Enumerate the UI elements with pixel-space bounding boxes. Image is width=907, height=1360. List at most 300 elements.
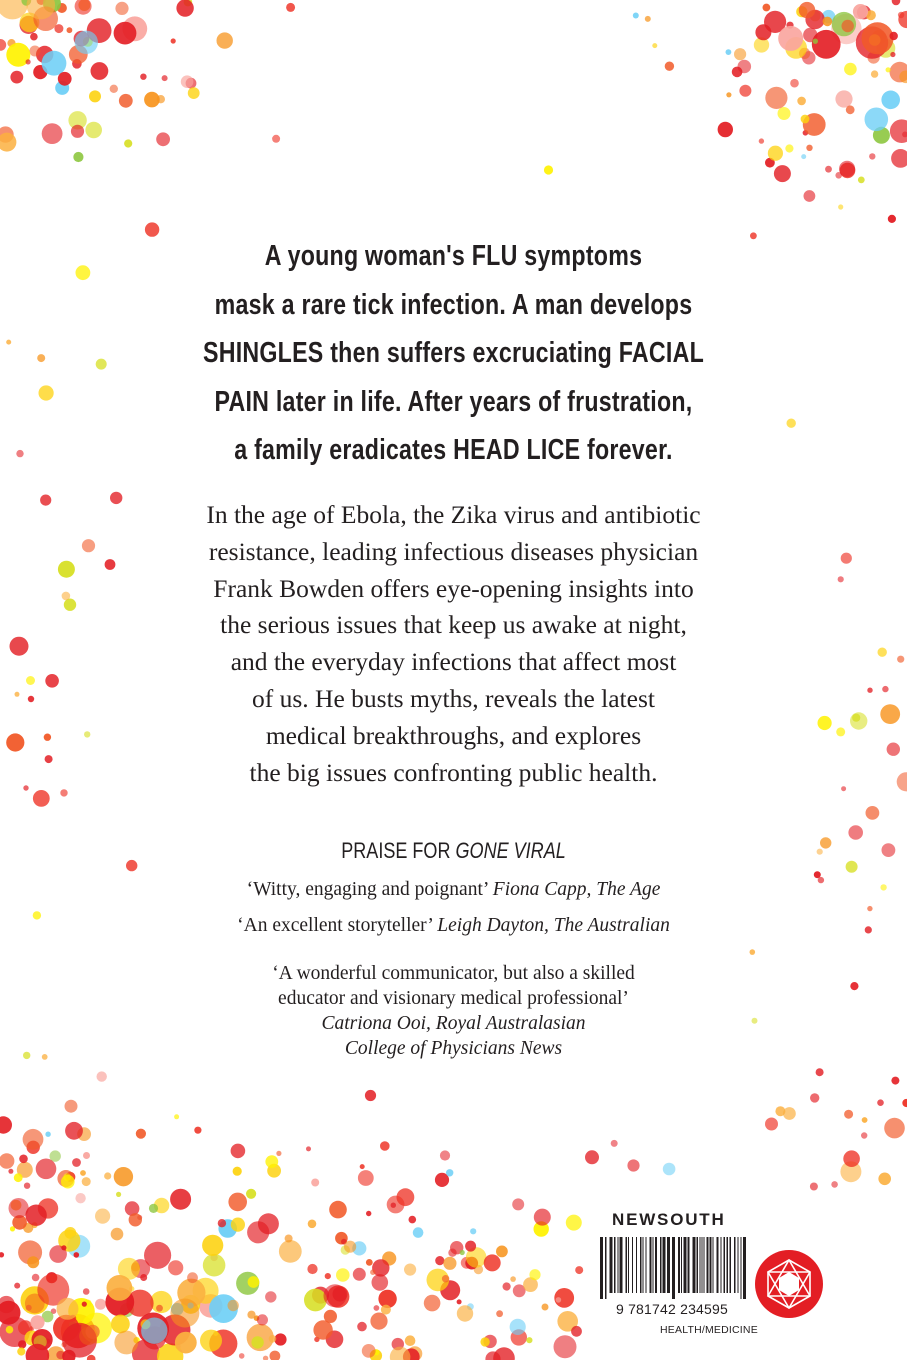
barcode-bar	[655, 1237, 657, 1293]
confetti-dot	[465, 1241, 476, 1252]
confetti-dot	[817, 849, 823, 855]
confetti-dot	[831, 1181, 838, 1188]
confetti-dot	[126, 860, 137, 871]
confetti-dot	[313, 1320, 332, 1339]
praise-heading-prefix: PRAISE FOR	[341, 838, 456, 863]
confetti-dot	[774, 165, 791, 182]
barcode-bar	[646, 1237, 647, 1293]
confetti-dot	[542, 1304, 549, 1311]
confetti-dot	[336, 1268, 350, 1282]
confetti-dot	[27, 1256, 39, 1268]
confetti-dot	[726, 92, 731, 97]
confetti-dot	[841, 786, 846, 791]
confetti-dot	[95, 1209, 110, 1224]
confetti-dot	[75, 0, 92, 15]
confetti-dot	[251, 1336, 263, 1348]
hook-line: SHINGLES then suffers excruciating FACIAL	[202, 337, 704, 369]
confetti-dot	[627, 1159, 639, 1171]
confetti-dot	[880, 704, 900, 724]
confetti-dot	[806, 145, 812, 151]
confetti-dot	[188, 87, 200, 99]
confetti-dot	[145, 222, 159, 236]
confetti-dot	[14, 1173, 23, 1182]
confetti-dot	[23, 1129, 44, 1150]
confetti-dot	[91, 62, 109, 80]
confetti-dot	[15, 692, 20, 697]
confetti-dot	[575, 1266, 583, 1274]
confetti-dot	[156, 132, 170, 146]
confetti-dot	[73, 152, 83, 162]
confetti-dot	[366, 1259, 373, 1266]
confetti-dot	[846, 861, 858, 873]
barcode-bar	[684, 1237, 687, 1293]
confetti-dot	[30, 33, 38, 41]
confetti-dot	[457, 1299, 462, 1304]
barcode-bar	[643, 1237, 644, 1293]
confetti-dot	[759, 138, 764, 143]
confetti-dot	[270, 1351, 281, 1360]
confetti-dot	[115, 2, 128, 15]
confetti-dot	[84, 731, 90, 737]
confetti-dot	[448, 1249, 456, 1257]
barcode-bar	[626, 1237, 628, 1293]
publisher-logo-icon	[754, 1249, 824, 1319]
barcode-bar	[636, 1237, 637, 1293]
confetti-dot	[881, 91, 900, 110]
confetti-dot	[404, 1264, 416, 1276]
confetti-dot	[797, 97, 806, 106]
confetti-dot	[156, 1305, 163, 1312]
confetti-dot	[510, 1319, 526, 1335]
confetti-dot	[571, 1326, 582, 1337]
barcode-bar	[713, 1237, 714, 1293]
confetti-dot	[231, 1144, 246, 1159]
confetti-dot	[304, 1289, 327, 1312]
confetti-dot	[86, 1325, 100, 1339]
confetti-dot	[36, 1159, 57, 1180]
confetti-dot	[176, 0, 193, 17]
confetti-dot	[110, 85, 118, 93]
confetti-dot	[258, 1213, 279, 1234]
confetti-dot	[263, 1356, 268, 1360]
confetti-dot	[750, 232, 757, 239]
confetti-dot	[366, 1211, 371, 1216]
confetti-dot	[846, 105, 855, 114]
confetti-dot	[790, 79, 799, 88]
confetti-dot	[8, 1169, 13, 1174]
publisher-name: NEWSOUTH	[612, 1210, 726, 1229]
barcode-bar	[741, 1237, 742, 1299]
confetti-dot	[869, 153, 875, 159]
confetti-dot	[365, 1090, 376, 1101]
confetti-dot	[231, 1218, 245, 1232]
praise-quote	[100, 913, 807, 938]
confetti-dot	[82, 539, 95, 552]
barcode-bar	[727, 1237, 729, 1293]
confetti-dot	[381, 1305, 391, 1315]
confetti-dot	[42, 123, 63, 144]
blurb-line: of us. He busts myths, reveals the latest	[252, 683, 655, 713]
praise-quote	[100, 961, 807, 1061]
confetti-dot	[324, 1284, 347, 1307]
confetti-dot	[460, 1250, 465, 1255]
confetti-dot	[218, 1219, 226, 1227]
confetti-dot	[24, 1183, 30, 1189]
confetti-dot	[37, 354, 45, 362]
quote-text: educator and visionary medical professional’	[278, 988, 629, 1009]
barcode-bar	[640, 1237, 642, 1293]
confetti-dot	[358, 1170, 374, 1186]
blurb-line: Frank Bowden offers eye-opening insights into	[213, 573, 694, 603]
confetti-dot	[611, 1140, 618, 1147]
confetti-dot	[585, 1150, 599, 1164]
confetti-dot	[60, 789, 67, 796]
barcode-bar	[628, 1237, 629, 1293]
confetti-dot	[11, 1200, 22, 1211]
confetti-dot	[114, 1167, 133, 1186]
confetti-dot	[29, 46, 40, 57]
confetti-dot	[372, 1274, 389, 1291]
barcode-bar	[614, 1237, 616, 1293]
confetti-dot	[0, 1153, 14, 1168]
blurb-line: and the everyday infections that affect most	[230, 647, 677, 677]
confetti-dot	[45, 674, 59, 688]
confetti-dot	[6, 340, 11, 345]
barcode-bar	[702, 1237, 703, 1293]
barcode-bar	[700, 1237, 701, 1293]
confetti-dot	[755, 24, 771, 40]
confetti-dot	[72, 1158, 81, 1167]
confetti-dot	[45, 755, 53, 763]
confetti-dot	[111, 1228, 124, 1241]
confetti-dot	[71, 125, 84, 138]
confetti-dot	[357, 1322, 367, 1332]
confetti-dot	[871, 70, 878, 77]
confetti-dot	[200, 1330, 222, 1352]
confetti-dot	[171, 38, 176, 43]
quote-source: Catriona Ooi, Royal Australasian	[321, 1013, 586, 1034]
confetti-dot	[886, 67, 891, 72]
confetti-dot	[844, 1110, 853, 1119]
confetti-dot	[814, 871, 821, 878]
confetti-dot	[409, 1216, 417, 1224]
barcode-bar	[704, 1237, 705, 1293]
barcode-bar	[710, 1237, 712, 1293]
praise-heading	[246, 838, 662, 864]
barcode-bar	[734, 1237, 736, 1293]
confetti-dot	[170, 1189, 191, 1210]
confetti-dot	[750, 949, 756, 955]
confetti-dot	[129, 1213, 142, 1226]
confetti-dot	[405, 1335, 416, 1346]
confetti-dot	[480, 1337, 489, 1346]
confetti-dot	[778, 26, 803, 51]
confetti-dot	[440, 1150, 450, 1160]
confetti-dot	[867, 906, 872, 911]
confetti-dot	[202, 1235, 223, 1256]
confetti-dot	[32, 1274, 40, 1282]
confetti-dot	[810, 1183, 818, 1191]
quote-text: ‘A wonderful communicator, but also a skilled	[272, 963, 635, 984]
barcode-bar	[620, 1237, 623, 1293]
confetti-dot	[116, 1192, 121, 1197]
confetti-dot	[799, 2, 815, 18]
confetti-dot	[17, 1347, 25, 1355]
confetti-dot	[26, 59, 31, 64]
barcode-bar	[672, 1237, 675, 1299]
confetti-dot	[484, 1254, 501, 1271]
quote-text: ‘An excellent storyteller’	[237, 915, 438, 936]
confetti-dot	[228, 1300, 239, 1311]
confetti-dot	[734, 48, 746, 60]
confetti-dot	[42, 51, 67, 76]
confetti-dot	[887, 743, 900, 756]
confetti-dot	[311, 1179, 319, 1187]
confetti-dot	[33, 911, 41, 919]
quote-text: ‘Witty, engaging and poignant’	[246, 879, 493, 900]
barcode-bar	[688, 1237, 690, 1293]
confetti-dot	[442, 1275, 449, 1282]
confetti-dot	[308, 1220, 317, 1229]
confetti-dot	[810, 1093, 819, 1102]
confetti-dot	[496, 1310, 503, 1317]
blurb-line: In the age of Ebola, the Zika virus and antibiotic	[206, 500, 701, 529]
barcode-bar	[605, 1237, 607, 1299]
confetti-dot	[512, 1198, 524, 1210]
blurb-line: the serious issues that keep us awake at night,	[220, 610, 687, 640]
confetti-dot	[370, 1269, 376, 1275]
confetti-dot	[765, 87, 787, 109]
confetti-dot	[663, 1163, 676, 1176]
confetti-dot	[804, 190, 816, 202]
blurb-line: resistance, leading infectious diseases physician	[208, 536, 699, 566]
confetti-dot	[62, 592, 71, 601]
confetti-dot	[443, 1257, 456, 1270]
confetti-dot	[865, 926, 872, 933]
confetti-dot	[645, 16, 651, 22]
confetti-dot	[865, 108, 889, 132]
confetti-dot	[10, 71, 23, 84]
confetti-dot	[0, 133, 16, 152]
confetti-dot	[510, 1276, 516, 1282]
confetti-dot	[19, 1155, 28, 1164]
confetti-dot	[897, 772, 907, 791]
confetti-dot	[140, 74, 146, 80]
praise-heading-book-title: GONE VIRAL	[455, 838, 566, 863]
hook-line: mask a rare tick infection. A man develops	[214, 288, 693, 321]
confetti-dot	[344, 1241, 356, 1253]
barcode-bar	[707, 1237, 709, 1293]
confetti-dot	[56, 1351, 64, 1359]
barcode-bar	[660, 1237, 662, 1293]
confetti-dot	[76, 265, 91, 280]
blurb-line: medical breakthroughs, and explores	[265, 720, 642, 750]
confetti-dot	[45, 1132, 50, 1137]
barcode-bar	[663, 1237, 666, 1293]
confetti-dot	[272, 135, 280, 143]
confetti-dot	[265, 1291, 276, 1302]
confetti-dot	[841, 553, 852, 564]
barcode-bar	[681, 1237, 682, 1293]
confetti-dot	[380, 1141, 390, 1151]
confetti-dot	[718, 122, 733, 137]
barcode-bar	[600, 1237, 603, 1299]
barcode-bar	[724, 1237, 726, 1293]
confetti-dot	[435, 1256, 444, 1265]
hook-line: PAIN later in life. After years of frustration,	[214, 385, 693, 418]
confetti-dot	[104, 1172, 111, 1179]
confetti-dot	[862, 22, 894, 54]
confetti-dot	[181, 75, 194, 88]
confetti-dot	[174, 1114, 179, 1119]
confetti-dot	[97, 1071, 107, 1081]
praise-quote	[100, 877, 807, 902]
confetti-dot	[83, 1152, 90, 1159]
confetti-dot	[114, 1331, 138, 1355]
confetti-dot	[739, 85, 751, 97]
confetti-dot	[136, 1129, 146, 1139]
barcode-bar	[738, 1237, 739, 1293]
confetti-dot	[42, 1054, 48, 1060]
confetti-dot	[813, 39, 818, 44]
hook-line: A young woman's FLU symptoms	[264, 240, 643, 272]
confetti-dot	[360, 1164, 365, 1169]
confetti-dot	[194, 1127, 201, 1134]
barcode-bar	[693, 1237, 696, 1293]
confetti-dot	[838, 576, 844, 582]
confetti-dot	[89, 90, 101, 102]
confetti-dot	[503, 1282, 511, 1290]
category-label: HEALTH/MEDICINE	[660, 1324, 758, 1336]
confetti-dot	[228, 1193, 247, 1212]
quote-source: Fiona Capp, The Age	[492, 879, 661, 900]
confetti-dot	[58, 561, 75, 578]
confetti-dot	[884, 1118, 905, 1139]
confetti-dot	[247, 1311, 255, 1319]
confetti-dot	[823, 17, 833, 27]
confetti-dot	[820, 837, 831, 848]
barcode-bar	[730, 1237, 732, 1293]
confetti-dot	[114, 22, 137, 45]
confetti-dot	[391, 1203, 396, 1208]
confetti-dot	[111, 1315, 130, 1334]
confetti-dot	[867, 688, 872, 693]
confetti-dot	[890, 119, 907, 143]
confetti-dot	[306, 1146, 311, 1151]
confetti-dot	[816, 1068, 824, 1076]
confetti-dot	[374, 1305, 380, 1311]
confetti-dot	[170, 1299, 199, 1328]
confetti-dot	[149, 1204, 158, 1213]
confetti-dot	[897, 656, 904, 663]
confetti-dot	[25, 1205, 46, 1226]
confetti-dot	[390, 1347, 411, 1360]
blurb-text	[100, 497, 807, 791]
confetti-dot	[269, 1335, 277, 1343]
confetti-dot	[783, 1107, 796, 1120]
confetti-dot	[74, 1252, 80, 1258]
barcode-bar	[667, 1237, 670, 1293]
confetti-dot	[493, 1347, 515, 1360]
confetti-dot	[26, 676, 35, 685]
confetti-dot	[888, 215, 896, 223]
confetti-dot	[285, 1235, 293, 1243]
confetti-dot	[30, 1315, 44, 1329]
confetti-dot	[279, 1240, 302, 1263]
confetti-dot	[325, 1273, 331, 1279]
confetti-dot	[862, 1117, 868, 1123]
confetti-dot	[175, 1332, 197, 1354]
barcode-bar	[697, 1237, 699, 1293]
confetti-dot	[265, 1155, 278, 1168]
blurb-line: the big issues confronting public health.	[249, 757, 658, 787]
confetti-dot	[0, 1116, 12, 1133]
confetti-dot	[556, 1297, 562, 1303]
confetti-dot	[880, 884, 886, 890]
confetti-dot	[554, 1335, 577, 1358]
confetti-dot	[882, 686, 888, 692]
confetti-dot	[329, 1201, 347, 1219]
confetti-dot	[878, 648, 887, 657]
confetti-dot	[446, 1169, 453, 1176]
confetti-dot	[848, 825, 863, 840]
confetti-dot	[276, 1151, 281, 1156]
confetti-dot	[307, 1264, 317, 1274]
isbn-number: 9 781742 234595	[616, 1301, 728, 1317]
confetti-dot	[124, 139, 132, 147]
confetti-dot	[370, 1313, 387, 1330]
confetti-dot	[738, 60, 752, 74]
confetti-dot	[787, 419, 796, 428]
confetti-dot	[397, 1188, 415, 1206]
confetti-dot	[566, 1215, 582, 1231]
quote-source: Leigh Dayton, The Australian	[437, 915, 670, 936]
confetti-dot	[778, 107, 791, 120]
confetti-dot	[33, 790, 50, 807]
confetti-dot	[544, 165, 553, 174]
confetti-dot	[882, 843, 896, 857]
confetti-dot	[23, 1052, 30, 1059]
confetti-dot	[838, 204, 843, 209]
confetti-dot	[95, 1299, 106, 1310]
confetti-dot	[141, 1318, 167, 1344]
confetti-dot	[246, 1189, 256, 1199]
confetti-dot	[82, 1177, 91, 1186]
confetti-dot	[835, 90, 852, 107]
confetti-dot	[239, 1353, 245, 1359]
confetti-dot	[83, 1288, 90, 1295]
confetti-dot	[877, 1099, 884, 1106]
confetti-dot	[96, 359, 107, 370]
confetti-dot	[44, 734, 51, 741]
confetti-dot	[0, 1252, 4, 1257]
confetti-dot	[890, 52, 895, 57]
hook-text	[171, 232, 737, 475]
confetti-dot	[844, 63, 857, 76]
confetti-dot	[633, 13, 639, 19]
confetti-dot	[768, 146, 783, 161]
confetti-dot	[496, 1246, 508, 1258]
barcode-bar	[743, 1237, 746, 1299]
barcode-bar	[678, 1237, 680, 1293]
confetti-dot	[890, 32, 898, 40]
confetti-dot	[65, 1100, 78, 1113]
confetti-dot	[16, 450, 23, 457]
confetti-dot	[801, 115, 810, 124]
confetti-dot	[652, 43, 657, 48]
confetti-dot	[144, 92, 160, 108]
barcode-bar	[721, 1237, 722, 1293]
